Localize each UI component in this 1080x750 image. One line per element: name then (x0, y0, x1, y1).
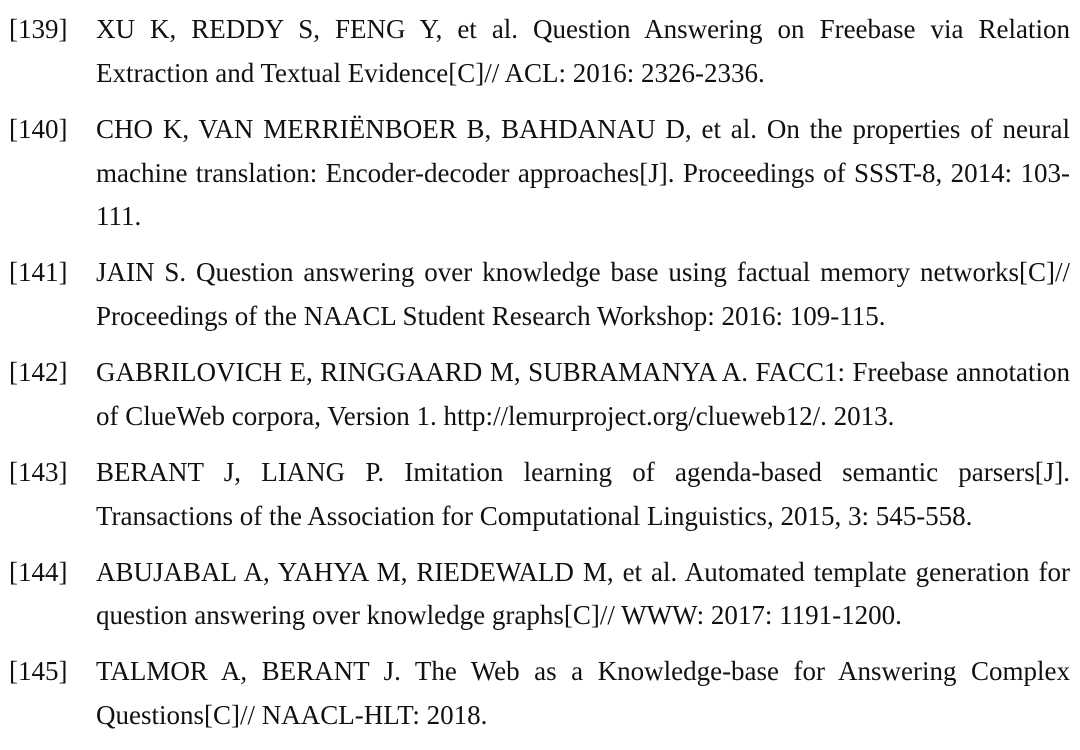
reference-entry (0, 351, 1080, 438)
reference-number: [145] (9, 656, 68, 687)
reference-list (0, 8, 1080, 750)
reference-number: [141] (9, 257, 68, 288)
reference-text: BERANT J, LIANG P. Imitation learning of agenda-based semantic parsers[J]. Transactions of the Association for Computational Linguistics, 2015, 3: 545-558. (96, 456, 1070, 531)
reference-text: JAIN S. Question answering over knowledge base using factual memory networks[C]// Proceedings of the NAACL Student Research Workshop: 2016: 109-115. (96, 257, 1070, 331)
reference-entry (0, 451, 1080, 538)
reference-number: [143] (9, 456, 68, 487)
reference-entry (0, 8, 1080, 95)
reference-text: ABUJABAL A, YAHYA M, RIEDEWALD M, et al. Automated template generation for question answering over knowledge graphs[C]// WWW: 2017: 1191-1200. (96, 556, 1070, 631)
reference-number: [140] (9, 113, 68, 144)
reference-text: XU K, REDDY S, FENG Y, et al. Question Answering on Freebase via Relation Extraction and Textual Evidence[C]// ACL: 2016: 2326-2336. (96, 14, 1070, 88)
reference-number: [139] (9, 14, 68, 44)
reference-number: [142] (9, 357, 68, 388)
reference-entry (0, 650, 1080, 737)
reference-text: GABRILOVICH E, RINGGAARD M, SUBRAMANYA A. FACC1: Freebase annotation of ClueWeb corpora, Version 1. http://lemurproject.org/clueweb12/. 2013. (96, 357, 1070, 431)
reference-entry (0, 251, 1080, 338)
reference-entry (0, 108, 1080, 239)
reference-number: [144] (9, 556, 68, 587)
reference-entry (0, 551, 1080, 638)
reference-text: CHO K, VAN MERRIËNBOER B, BAHDANAU D, et al. On the properties of neural machine translation: Encoder-decoder approaches[J]. Proceedings of SSST-8, 2014: 103-111. (96, 113, 1070, 232)
reference-text: TALMOR A, BERANT J. The Web as a Knowledge-base for Answering Complex Questions[C]// NAACL-HLT: 2018. (96, 656, 1070, 731)
